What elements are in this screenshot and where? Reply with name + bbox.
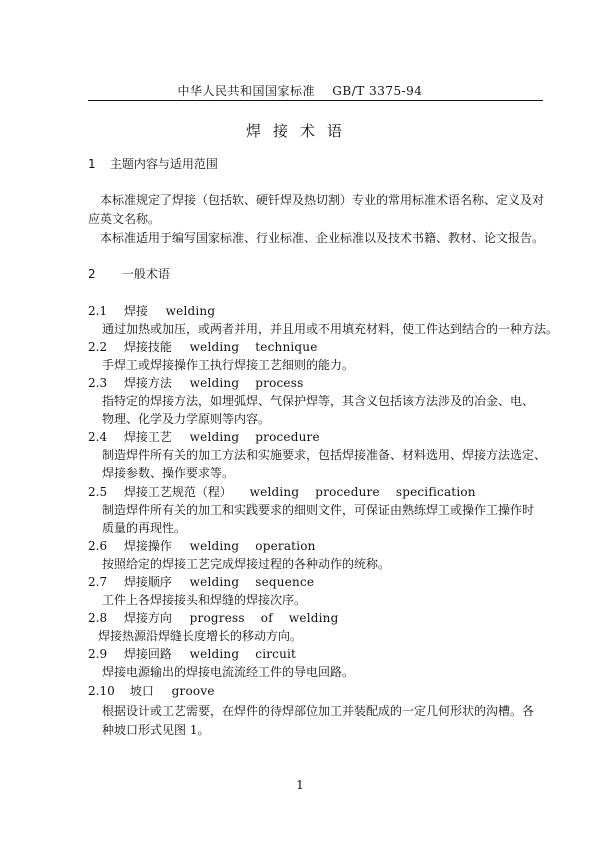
term-definition-continued: 物理、化学及力学原则等内容。 bbox=[102, 412, 271, 426]
term-entry bbox=[88, 646, 296, 662]
term-entry bbox=[88, 610, 338, 626]
section-title: 主题内容与适用范围 bbox=[109, 157, 218, 171]
term-definition: 手焊工或焊接操作工执行焊接工艺细则的能力。 bbox=[102, 358, 355, 372]
term-english: welding procedure specification bbox=[249, 485, 476, 499]
term-chinese: 焊接 bbox=[123, 304, 148, 318]
term-definition: 根据设计或工艺需要，在焊件的待焊部位加工并装配成的一定几何形状的沟槽。各 bbox=[102, 704, 535, 718]
term-entry bbox=[88, 574, 314, 590]
term-definition-continued: 质量的再现性。 bbox=[102, 521, 187, 535]
term-english: welding process bbox=[189, 376, 304, 390]
term-definition-continued: 焊接参数、操作要求等。 bbox=[102, 466, 235, 480]
term-chinese: 坡口 bbox=[129, 684, 154, 698]
term-english: welding circuit bbox=[189, 647, 297, 661]
section-1-heading bbox=[88, 156, 218, 172]
term-number: 2.8 bbox=[88, 611, 108, 625]
term-entry bbox=[88, 429, 320, 445]
term-entry bbox=[88, 375, 303, 391]
page-number: 1 bbox=[296, 778, 304, 792]
term-english: welding bbox=[165, 304, 216, 318]
term-entry bbox=[88, 339, 318, 355]
term-chinese: 焊接方法 bbox=[123, 376, 172, 390]
term-english: progress of welding bbox=[189, 611, 339, 625]
term-number: 2.3 bbox=[88, 376, 108, 390]
section-number: 1 bbox=[88, 157, 96, 171]
term-definition: 制造焊件所有关的加工和实践要求的细则文件，可保证由熟练焊工或操作工操作时 bbox=[102, 503, 535, 517]
section-1-paragraph-1-line-1: 本标准规定了焊接（包括软、硬钎焊及热切割）专业的常用标准术语名称、定义及对 bbox=[100, 193, 545, 207]
term-entry bbox=[88, 303, 215, 319]
term-definition: 指特定的焊接方法，如埋弧焊、气保护焊等，其含义包括该方法涉及的冶金、电、 bbox=[102, 394, 535, 408]
term-number: 2.1 bbox=[88, 304, 108, 318]
term-english: welding technique bbox=[189, 340, 318, 354]
term-definition: 焊接电源输出的焊接电流流经工件的导电回路。 bbox=[102, 665, 355, 679]
term-number: 2.9 bbox=[88, 647, 108, 661]
term-english: welding sequence bbox=[189, 575, 315, 589]
term-entry bbox=[88, 683, 215, 699]
term-entry bbox=[88, 538, 316, 554]
term-definition: 按照给定的焊接工艺完成焊接过程的各种动作的统称。 bbox=[102, 557, 391, 571]
term-entry bbox=[88, 484, 476, 500]
section-title: 一般术语 bbox=[121, 267, 170, 281]
term-chinese: 焊接工艺规范（程） bbox=[123, 485, 232, 499]
term-english: welding operation bbox=[189, 539, 316, 553]
term-number: 2.7 bbox=[88, 575, 108, 589]
term-number: 2.6 bbox=[88, 539, 108, 553]
section-number: 2 bbox=[88, 267, 96, 281]
term-chinese: 焊接技能 bbox=[123, 340, 172, 354]
term-chinese: 焊接操作 bbox=[123, 539, 172, 553]
term-number: 2.2 bbox=[88, 340, 108, 354]
term-definition-continued: 种坡口形式见图 1。 bbox=[102, 723, 210, 737]
term-chinese: 焊接工艺 bbox=[123, 430, 172, 444]
term-chinese: 焊接回路 bbox=[123, 647, 172, 661]
term-chinese: 焊接顺序 bbox=[123, 575, 172, 589]
section-2-heading bbox=[88, 266, 170, 282]
term-definition: 通过加热或加压，或两者并用，并且用或不用填充材料，使工件达到结合的一种方法。 bbox=[102, 322, 559, 336]
term-number: 2.4 bbox=[88, 430, 108, 444]
term-english: groove bbox=[171, 684, 215, 698]
term-definition: 制造焊件所有关的加工方法和实施要求，包括焊接准备、材料选用、焊接方法选定、 bbox=[102, 448, 547, 462]
term-english: welding procedure bbox=[189, 430, 320, 444]
section-1-paragraph-1-line-2: 应英文名称。 bbox=[88, 212, 161, 226]
term-number: 2.10 bbox=[88, 684, 115, 698]
term-chinese: 焊接方向 bbox=[123, 611, 172, 625]
term-definition: 工件上各焊接接头和焊缝的焊接次序。 bbox=[102, 593, 307, 607]
section-1-paragraph-2: 本标准适用于编写国家标准、行业标准、企业标准以及技术书籍、教材、论文报告。 bbox=[100, 231, 545, 245]
term-definition: 焊接热源沿焊缝长度增长的移动方向。 bbox=[98, 629, 303, 643]
header-rule bbox=[88, 100, 543, 101]
term-number: 2.5 bbox=[88, 485, 108, 499]
document-title: 焊接术语 bbox=[245, 122, 354, 140]
standard-header: 中华人民共和国国家标准 GB/T 3375-94 bbox=[177, 84, 423, 98]
